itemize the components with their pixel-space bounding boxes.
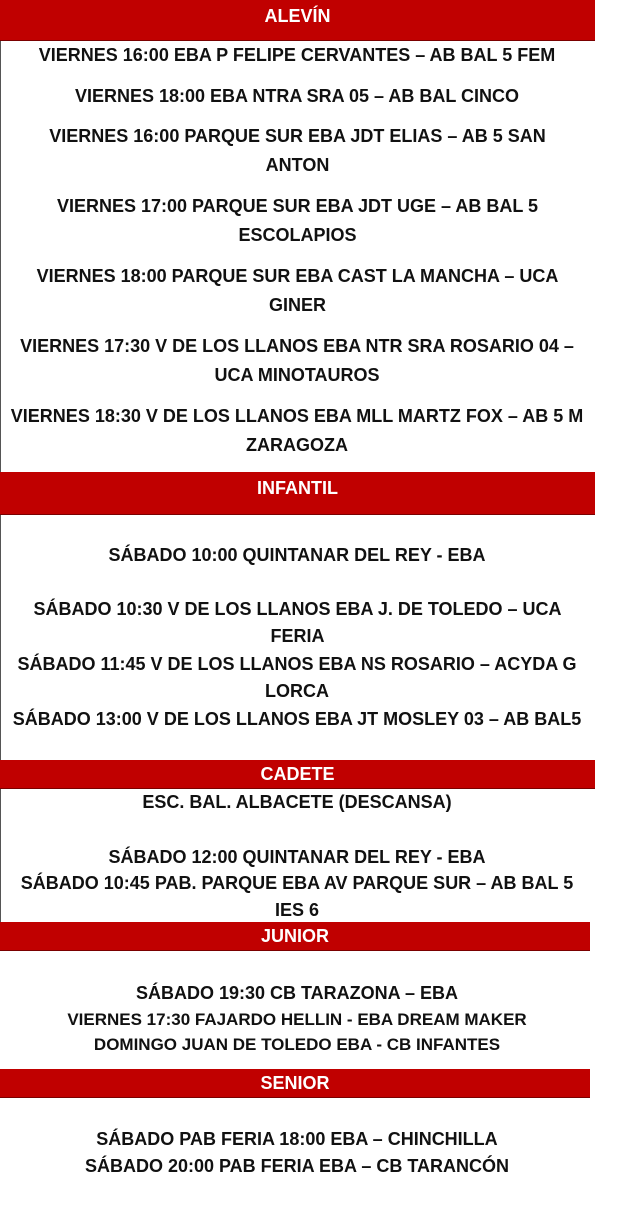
game-row: VIERNES 17:30 FAJARDO HELLIN - EBA DREAM MAKER [67, 1010, 527, 1029]
game-row: VIERNES 17:00 PARQUE SUR EBA JDT UGE – AB BAL 5 ESCOLAPIOS [56, 196, 539, 245]
game-row: VIERNES 18:00 EBA NTRA SRA 05 – AB BAL CINCO [74, 86, 520, 106]
game-row: SÁBADO PAB FERIA 18:00 EBA – CHINCHILLA [96, 1129, 498, 1149]
section-header-infantil: INFANTIL [0, 472, 595, 515]
game-row: SÁBADO 13:00 V DE LOS LLANOS EBA JT MOSLEY 03 – AB BAL5 [12, 709, 582, 729]
game-row: ESC. BAL. ALBACETE (DESCANSA) [142, 792, 452, 812]
game-row: VIERNES 16:00 PARQUE SUR EBA JDT ELIAS – AB 5 SAN ANTON [49, 126, 546, 175]
game-row: VIERNES 18:00 PARQUE SUR EBA CAST LA MANCHA – UCA GINER [36, 266, 559, 315]
game-row: SÁBADO 19:30 CB TARAZONA – EBA [135, 983, 459, 1003]
section-header-cadete: CADETE [0, 760, 595, 789]
game-row: VIERNES 17:30 V DE LOS LLANOS EBA NTR SRA ROSARIO 04 – UCA MINOTAUROS [20, 336, 574, 385]
section-header-senior: SENIOR [0, 1069, 590, 1098]
game-row: DOMINGO JUAN DE TOLEDO EBA - CB INFANTES [93, 1035, 501, 1054]
game-row: SÁBADO 12:00 QUINTANAR DEL REY - EBA [108, 847, 486, 867]
game-row: VIERNES 16:00 EBA P FELIPE CERVANTES – AB BAL 5 FEM [38, 45, 556, 65]
game-row: SÁBADO 10:45 PAB. PARQUE EBA AV PARQUE SUR – AB BAL 5 IES 6 [20, 873, 574, 920]
game-row: VIERNES 18:30 V DE LOS LLANOS EBA MLL MARTZ FOX – AB 5 M ZARAGOZA [10, 406, 584, 455]
game-row: SÁBADO 20:00 PAB FERIA EBA – CB TARANCÓN [84, 1156, 510, 1176]
section-header-alevin: ALEVÍN [0, 0, 595, 41]
game-row: SÁBADO 10:30 V DE LOS LLANOS EBA J. DE TOLEDO – UCA FERIA [33, 599, 562, 646]
game-row: SÁBADO 11:45 V DE LOS LLANOS EBA NS ROSARIO – ACYDA G LORCA [17, 654, 577, 701]
section-header-junior: JUNIOR [0, 922, 590, 951]
game-row: SÁBADO 10:00 QUINTANAR DEL REY - EBA [108, 545, 486, 565]
